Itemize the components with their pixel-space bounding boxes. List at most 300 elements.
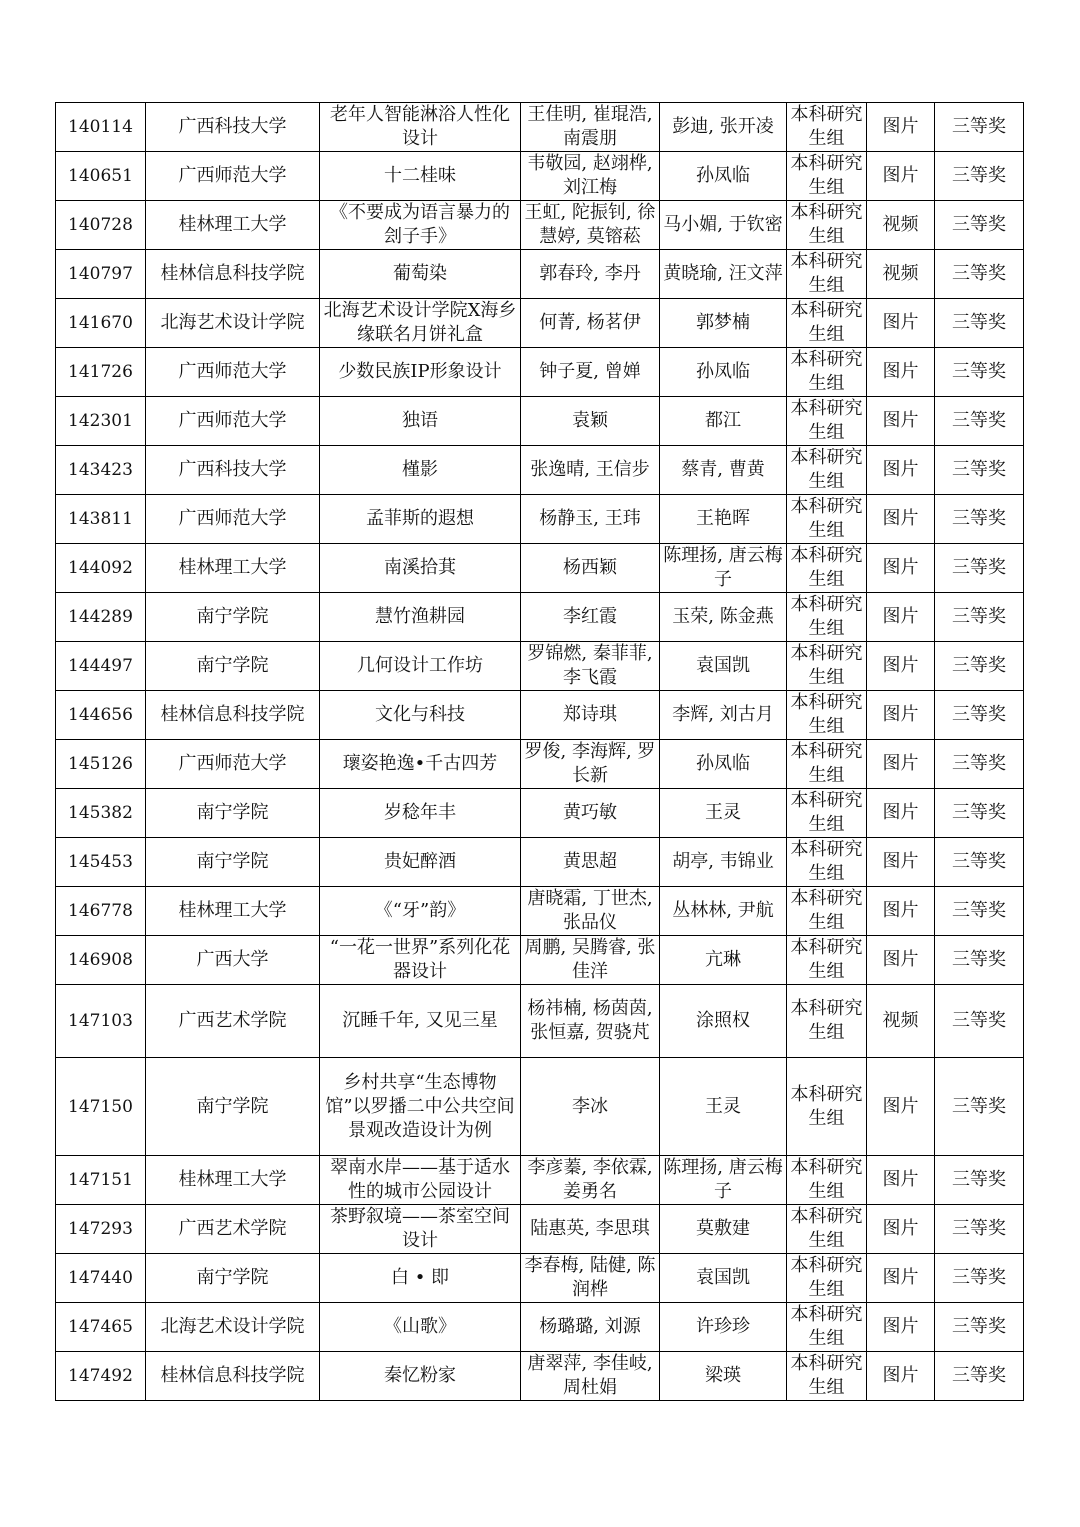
group-cell [787,838,867,887]
authors-cell [521,397,660,446]
type-cell [867,544,935,593]
school-cell [146,838,320,887]
work-type: 图片 [882,851,919,872]
award-level: 三等奖 [952,1095,1006,1117]
entry-id-cell [56,103,146,152]
advisor-cell [660,201,787,250]
advisor-cell [660,495,787,544]
group: 本科研究生组 [790,153,863,198]
title-cell [320,1303,521,1352]
authors: 郑诗琪 [563,704,617,725]
group-cell [787,691,867,740]
advisor: 莫敷建 [696,1218,750,1239]
advisor: 梁瑛 [705,1365,741,1386]
award-level: 三等奖 [952,214,1006,235]
table-row [56,838,1024,887]
award-cell [935,1303,1024,1352]
school-name: 广西师范大学 [178,508,287,529]
table-row [56,691,1024,740]
advisor-cell [660,1205,787,1254]
school-name: 南宁学院 [196,1095,269,1117]
authors-cell [521,1352,660,1401]
school-cell [146,1205,320,1254]
title-cell [320,740,521,789]
authors: 罗俊, 李海辉, 罗长新 [524,741,656,786]
type-cell [867,201,935,250]
entry-id-cell [56,1352,146,1401]
group: 本科研究生组 [790,937,863,982]
type-cell [867,1254,935,1303]
school-cell [146,250,320,299]
title-cell [320,348,521,397]
work-type: 图片 [882,1267,919,1288]
entry-id-cell [56,985,146,1058]
authors: 杨祎楠, 杨茵茵, 张恒嘉, 贺骁芃 [527,998,653,1043]
group-cell [787,936,867,985]
award-cell [935,789,1024,838]
entry-id: 142301 [68,411,133,431]
school-name: 桂林理工大学 [178,557,287,578]
advisor-cell [660,446,787,495]
title-cell [320,593,521,642]
advisor-cell [660,936,787,985]
work-title: 葡萄染 [393,263,447,284]
advisor: 王灵 [705,802,741,823]
entry-id: 147492 [68,1366,133,1386]
work-type: 图片 [882,508,919,529]
entry-id-cell [56,887,146,936]
award-level: 三等奖 [952,263,1006,284]
authors-cell [521,250,660,299]
work-title: 乡村共享“生态博物馆”以罗播二中公共空间景观改造设计为例 [325,1071,515,1141]
title-cell [320,1058,521,1156]
work-title: “一花一世界”系列化花器设计 [329,937,511,982]
group-cell [787,348,867,397]
type-cell [867,1058,935,1156]
group: 本科研究生组 [790,349,863,394]
work-title: 几何设计工作坊 [357,655,483,676]
school-cell [146,103,320,152]
group: 本科研究生组 [790,741,863,786]
work-type: 图片 [882,1365,919,1386]
group: 本科研究生组 [790,545,863,590]
group-cell [787,103,867,152]
school-name: 广西师范大学 [178,361,287,382]
authors: 郭春玲, 李丹 [539,263,641,284]
award-level: 三等奖 [952,1365,1006,1386]
entry-id: 141670 [68,313,133,333]
authors: 黄思超 [563,851,617,872]
entry-id: 140651 [68,166,133,186]
school-cell [146,397,320,446]
authors: 黄巧敏 [563,802,617,823]
advisor: 亢琳 [705,949,741,970]
authors: 杨静玉, 王玮 [539,508,641,529]
entry-id: 140728 [68,215,133,235]
award-level: 三等奖 [952,410,1006,431]
table-row [56,299,1024,348]
advisor: 王艳晖 [696,508,750,529]
title-cell [320,1205,521,1254]
award-cell [935,887,1024,936]
group: 本科研究生组 [790,790,863,835]
group-cell [787,1156,867,1205]
group: 本科研究生组 [790,1255,863,1300]
group: 本科研究生组 [790,300,863,345]
work-type: 图片 [882,704,919,725]
advisor: 彭迪, 张开凌 [672,116,774,137]
work-type: 图片 [882,361,919,382]
advisor-cell [660,887,787,936]
entry-id: 147151 [68,1170,133,1190]
school-cell [146,544,320,593]
award-cell [935,544,1024,593]
group-cell [787,544,867,593]
school-name: 广西大学 [196,949,269,970]
entry-id-cell [56,936,146,985]
school-cell [146,740,320,789]
table-row [56,1058,1024,1156]
type-cell [867,152,935,201]
authors: 唐晓霜, 丁世杰, 张品仪 [527,888,653,933]
school-name: 桂林信息科技学院 [160,1365,305,1386]
award-cell [935,446,1024,495]
advisor: 孙凤临 [696,361,750,382]
group-cell [787,299,867,348]
work-title: 孟菲斯的遐想 [366,508,474,529]
award-level: 三等奖 [952,1267,1006,1288]
group: 本科研究生组 [790,496,863,541]
advisor-cell [660,1352,787,1401]
school-name: 广西科技大学 [178,116,287,137]
entry-id-cell [56,397,146,446]
award-cell [935,1254,1024,1303]
group-cell [787,985,867,1058]
authors: 何菁, 杨茗伊 [539,312,641,333]
award-level: 三等奖 [952,1169,1006,1190]
award-cell [935,495,1024,544]
school-name: 桂林理工大学 [178,214,287,235]
award-level: 三等奖 [952,1218,1006,1239]
table-row [56,936,1024,985]
award-level: 三等奖 [952,851,1006,872]
award-level: 三等奖 [952,459,1006,480]
award-level: 三等奖 [952,165,1006,186]
authors-cell [521,1254,660,1303]
entry-id-cell [56,544,146,593]
award-level: 三等奖 [952,361,1006,382]
type-cell [867,985,935,1058]
entry-id-cell [56,789,146,838]
award-cell [935,299,1024,348]
work-title: 《不要成为语言暴力的刽子手》 [330,202,510,247]
type-cell [867,495,935,544]
work-type: 图片 [882,165,919,186]
type-cell [867,642,935,691]
authors-cell [521,348,660,397]
authors-cell [521,1058,660,1156]
group-cell [787,1303,867,1352]
school-name: 南宁学院 [196,802,269,823]
title-cell [320,103,521,152]
school-name: 广西艺术学院 [178,1010,287,1031]
work-type: 图片 [882,606,919,627]
authors: 杨西颖 [563,557,617,578]
advisor-cell [660,838,787,887]
award-cell [935,103,1024,152]
type-cell [867,936,935,985]
authors: 杨璐璐, 刘源 [539,1316,641,1337]
work-title: 少数民族IP形象设计 [338,361,502,382]
work-type: 图片 [882,1095,919,1117]
work-title: 岁稔年丰 [384,802,456,823]
advisor-cell [660,299,787,348]
entry-id-cell [56,740,146,789]
advisor-cell [660,1254,787,1303]
table-row [56,1303,1024,1352]
authors: 袁颖 [572,410,608,431]
award-level: 三等奖 [952,312,1006,333]
title-cell [320,1254,521,1303]
entry-id: 144289 [68,607,133,627]
advisor-cell [660,593,787,642]
authors-cell [521,103,660,152]
work-type: 图片 [882,459,919,480]
advisor: 孙凤临 [696,165,750,186]
advisor-cell [660,789,787,838]
entry-id: 145453 [68,852,133,872]
award-level: 三等奖 [952,704,1006,725]
school-name: 广西师范大学 [178,753,287,774]
table-row [56,446,1024,495]
award-cell [935,1058,1024,1156]
award-cell [935,1156,1024,1205]
type-cell [867,1303,935,1352]
entry-id-cell [56,1058,146,1156]
entry-id: 145382 [68,803,133,823]
title-cell [320,936,521,985]
entry-id-cell [56,152,146,201]
entry-id-cell [56,495,146,544]
table-row [56,887,1024,936]
award-cell [935,250,1024,299]
table-row [56,397,1024,446]
entry-id-cell [56,1254,146,1303]
work-type: 图片 [882,557,919,578]
school-name: 广西师范大学 [178,410,287,431]
table-row [56,985,1024,1058]
work-type: 图片 [882,949,919,970]
advisor: 胡亭, 韦锦业 [672,851,774,872]
school-cell [146,299,320,348]
entry-id: 144092 [68,558,133,578]
authors-cell [521,1303,660,1352]
award-level: 三等奖 [952,116,1006,137]
school-cell [146,1352,320,1401]
advisor: 孙凤临 [696,753,750,774]
work-title: 慧竹渔耕园 [375,606,465,627]
type-cell [867,397,935,446]
group-cell [787,152,867,201]
table-row [56,593,1024,642]
authors: 李红霞 [563,606,617,627]
school-cell [146,985,320,1058]
group: 本科研究生组 [790,251,863,296]
type-cell [867,446,935,495]
advisor-cell [660,348,787,397]
advisor-cell [660,544,787,593]
authors: 李冰 [572,1095,608,1117]
work-type: 视频 [882,263,919,284]
work-type: 图片 [882,900,919,921]
entry-id: 147440 [68,1268,133,1288]
table-row [56,250,1024,299]
authors-cell [521,838,660,887]
advisor: 李辉, 刘古月 [672,704,774,725]
entry-id: 147103 [68,1011,133,1031]
advisor: 黄晓瑜, 汪文萍 [663,263,783,284]
award-level: 三等奖 [952,753,1006,774]
school-name: 南宁学院 [196,1267,269,1288]
table-row [56,152,1024,201]
advisor: 郭梦楠 [696,312,750,333]
advisor: 涂照权 [696,1010,750,1031]
award-level: 三等奖 [952,900,1006,921]
authors: 唐翠萍, 李佳岐, 周杜娟 [527,1353,653,1398]
school-cell [146,1254,320,1303]
school-cell [146,446,320,495]
entry-id: 146908 [68,950,133,970]
work-type: 图片 [882,802,919,823]
entry-id: 146778 [68,901,133,921]
award-cell [935,985,1024,1058]
school-cell [146,1156,320,1205]
entry-id-cell [56,1205,146,1254]
type-cell [867,887,935,936]
table-row [56,642,1024,691]
work-title: 贵妃醉酒 [384,851,456,872]
title-cell [320,299,521,348]
authors-cell [521,789,660,838]
group-cell [787,642,867,691]
group-cell [787,1205,867,1254]
type-cell [867,103,935,152]
title-cell [320,446,521,495]
school-cell [146,789,320,838]
group-cell [787,446,867,495]
type-cell [867,1205,935,1254]
school-name: 北海艺术设计学院 [160,1316,305,1337]
authors: 罗锦燃, 秦菲菲, 李飞霞 [527,643,653,688]
award-level: 三等奖 [952,655,1006,676]
table-row [56,103,1024,152]
advisor: 蔡青, 曹黄 [681,459,765,480]
title-cell [320,201,521,250]
work-title: 《“牙”韵》 [374,900,466,921]
table-row [56,1156,1024,1205]
work-type: 图片 [882,1316,919,1337]
table-row [56,1254,1024,1303]
school-name: 桂林理工大学 [178,900,287,921]
advisor: 许珍珍 [696,1316,750,1337]
authors-cell [521,642,660,691]
school-cell [146,1303,320,1352]
authors-cell [521,1156,660,1205]
advisor-cell [660,691,787,740]
entry-id-cell [56,642,146,691]
authors: 钟子夏, 曾婵 [539,361,641,382]
group: 本科研究生组 [790,202,863,247]
work-type: 图片 [882,1218,919,1239]
award-cell [935,1352,1024,1401]
group-cell [787,1352,867,1401]
advisor: 陈理扬, 唐云梅子 [663,545,783,590]
group-cell [787,740,867,789]
work-type: 图片 [882,116,919,137]
authors-cell [521,495,660,544]
group: 本科研究生组 [790,998,863,1043]
advisor-cell [660,1156,787,1205]
work-title: 秦忆粉家 [384,1365,456,1386]
award-cell [935,838,1024,887]
authors: 张逸晴, 王信步 [530,459,650,480]
advisor: 丛林林, 尹航 [672,900,774,921]
authors-cell [521,936,660,985]
group: 本科研究生组 [790,1206,863,1251]
entry-id-cell [56,593,146,642]
work-title: 《山歌》 [384,1316,456,1337]
entry-id: 147150 [68,1096,133,1117]
entry-id-cell [56,250,146,299]
advisor-cell [660,1303,787,1352]
authors-cell [521,1205,660,1254]
entry-id-cell [56,1303,146,1352]
group-cell [787,593,867,642]
group-cell [787,1058,867,1156]
title-cell [320,642,521,691]
type-cell [867,299,935,348]
advisor-cell [660,152,787,201]
school-name: 北海艺术设计学院 [160,312,305,333]
advisor: 玉荣, 陈金燕 [672,606,774,627]
advisor: 袁国凯 [696,1267,750,1288]
school-name: 广西科技大学 [178,459,287,480]
group: 本科研究生组 [790,692,863,737]
award-table [55,102,1024,1401]
school-cell [146,691,320,740]
award-cell [935,593,1024,642]
school-cell [146,642,320,691]
school-name: 南宁学院 [196,606,269,627]
award-cell [935,348,1024,397]
award-level: 三等奖 [952,557,1006,578]
work-title: 老年人智能淋浴人性化设计 [330,104,510,149]
authors-cell [521,887,660,936]
award-level: 三等奖 [952,949,1006,970]
school-name: 桂林信息科技学院 [160,263,305,284]
award-cell [935,691,1024,740]
table-row [56,544,1024,593]
title-cell [320,397,521,446]
group-cell [787,201,867,250]
work-type: 图片 [882,312,919,333]
work-title: 独语 [402,410,438,431]
work-title: 茶野叙境——茶室空间设计 [330,1206,510,1251]
authors: 李春梅, 陆健, 陈润桦 [524,1255,656,1300]
work-title: 瓌姿艳逸•千古四芳 [342,753,498,774]
table-row [56,495,1024,544]
type-cell [867,348,935,397]
